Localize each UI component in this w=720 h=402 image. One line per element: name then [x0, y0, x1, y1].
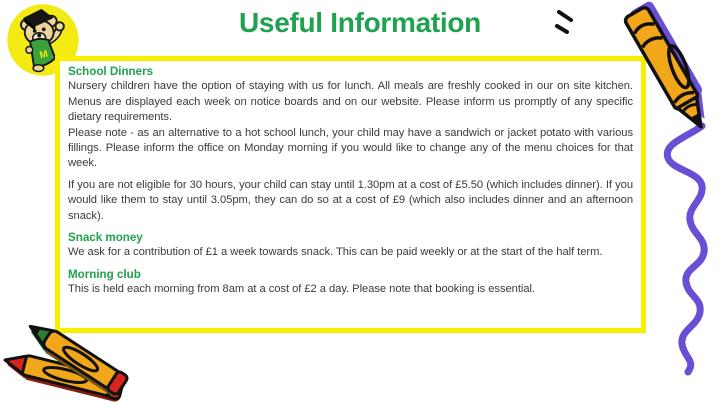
page-title: Useful Information [239, 7, 481, 38]
motion-dashes-icon [557, 12, 571, 32]
section-heading: Snack money [68, 231, 143, 245]
purple-squiggle [667, 126, 704, 372]
body-paragraph: If you are not eligible for 30 hours, your child can stay until 1.30pm at a cost of £5.50 (which includes dinner). If you would like them to stay until 3.05pm, they can do so at a cost of £9 (which also includes dinner and an afternoon snack). [68, 178, 633, 222]
body-paragraph: This is held each morning from 8am at a cost of £2 a day. Please note that booking is essential. [68, 283, 535, 296]
crossed-crayons-icon [0, 322, 150, 402]
body-paragraph: Please note - as an alternative to a hot school lunch, your child may have a sandwich or jacket potato with various fillings. Please inform the office on Monday morning if you would like to change any of the menu choices for that week. [68, 126, 633, 170]
crayon-squiggle-icon [555, 0, 720, 402]
section-heading: Morning club [68, 267, 141, 281]
jumper-letter: M [38, 48, 50, 62]
info-box-content [68, 64, 633, 298]
body-paragraph: Nursery children have the option of staying with us for lunch. All meals are freshly cooked in our on site kitchen. Menus are displayed each week on notice boards and on our website. Please inform us promptly of any specific dietary requirements. [68, 80, 633, 124]
orange-crayon-icon [622, 0, 719, 133]
body-paragraph: We ask for a contribution of £1 a week towards snack. This can be paid weekly or at the start of the half term. [68, 246, 603, 259]
section-heading: School Dinners [68, 65, 154, 78]
